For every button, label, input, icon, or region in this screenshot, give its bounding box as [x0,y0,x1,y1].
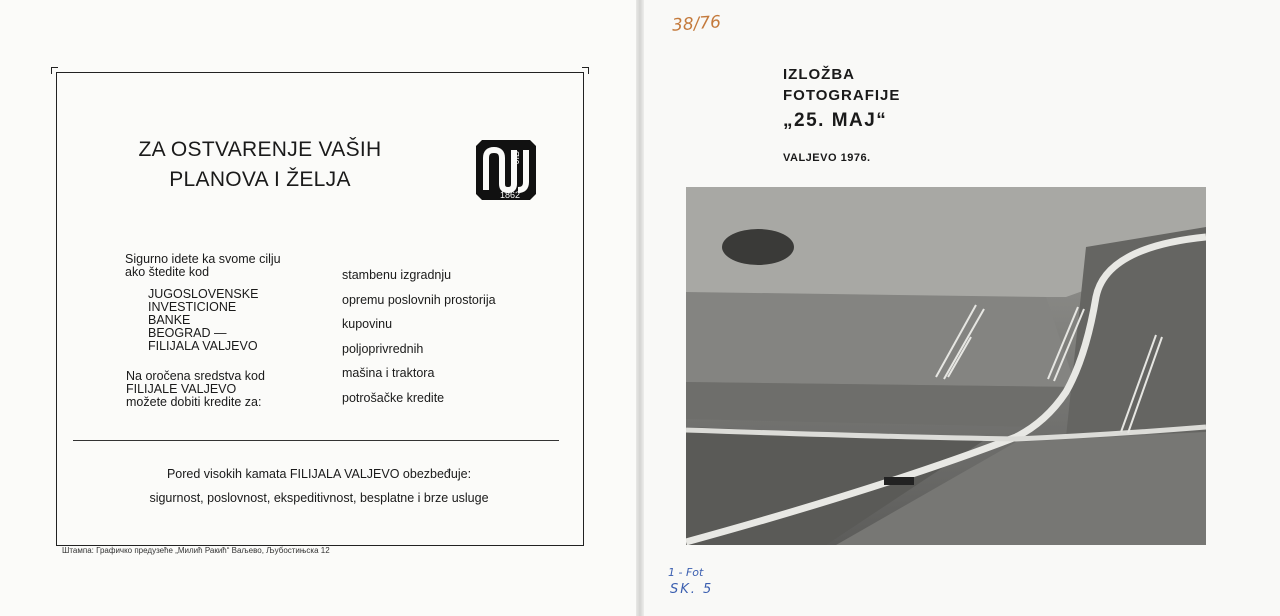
handwritten-catalog-number: 38/76 [671,12,722,36]
bank-name-line: INVESTICIONE [148,300,237,314]
headline-line2: PLANOVA I ŽELJA [169,168,351,191]
advert-headline [90,135,430,195]
headline-line1: ZA OSTVARENJE VAŠIH [138,138,382,161]
list-item: kupovinu [342,317,393,331]
jib-bank-logo [472,136,540,204]
list-item: poljoprivrednih [342,341,424,356]
save-intro-line: ako štedite kod [125,265,210,279]
bank-name-line: JUGOSLOVENSKE [148,287,259,301]
list-item: potrošačke kredite [342,390,445,405]
save-intro-text [125,253,325,279]
services-intro: Pored visokih kamata FILIJALA VALJEVO obezbeđuje: [166,467,472,481]
term-text-line: možete dobiti kredite za: [126,395,262,409]
bank-name [148,288,328,353]
bank-name-line: BEOGRAD — [148,326,227,340]
aerial-landscape-photo [686,187,1206,545]
credit-purpose-list [342,268,496,415]
services-list: sigurnost, poslovnost, ekspeditivnost, besplatne i brze usluge [149,491,489,505]
list-item: stambenu izgradnju [342,268,452,282]
handwritten-note-1: 1 - Fot [668,566,704,579]
logo-text-bottom: 1862 [500,190,521,200]
page-fold [636,0,644,616]
list-item: mašina i traktora [342,366,435,380]
term-text-line: Na oročena sredstva kod [126,369,265,383]
printer-imprint: Штампа: Графичко предузеће „Милић Ракић“ Ваљево, Љубостињска 12 [62,546,330,555]
title-line2: FOTOGRAFIJE [783,87,901,104]
logo-text-top: JIB [511,150,521,164]
term-deposit-text [126,370,326,409]
save-intro-line: Sigurno idete ka svome cilju [125,252,281,266]
term-text-line: FILIJALE VALJEVO [126,382,237,396]
bank-name-line: FILIJALA VALJEVO [148,339,258,353]
divider [73,440,559,441]
title-line1: IZLOŽBA [783,66,855,83]
bank-name-line: BANKE [148,313,191,327]
place-year: VALJEVO 1976. [783,152,871,164]
exhibition-title [783,64,900,106]
exhibition-name: „25. MAJ“ [783,110,888,131]
list-item: opremu poslovnih prostorija [342,292,496,307]
handwritten-note-2: SK. 5 [670,582,714,597]
